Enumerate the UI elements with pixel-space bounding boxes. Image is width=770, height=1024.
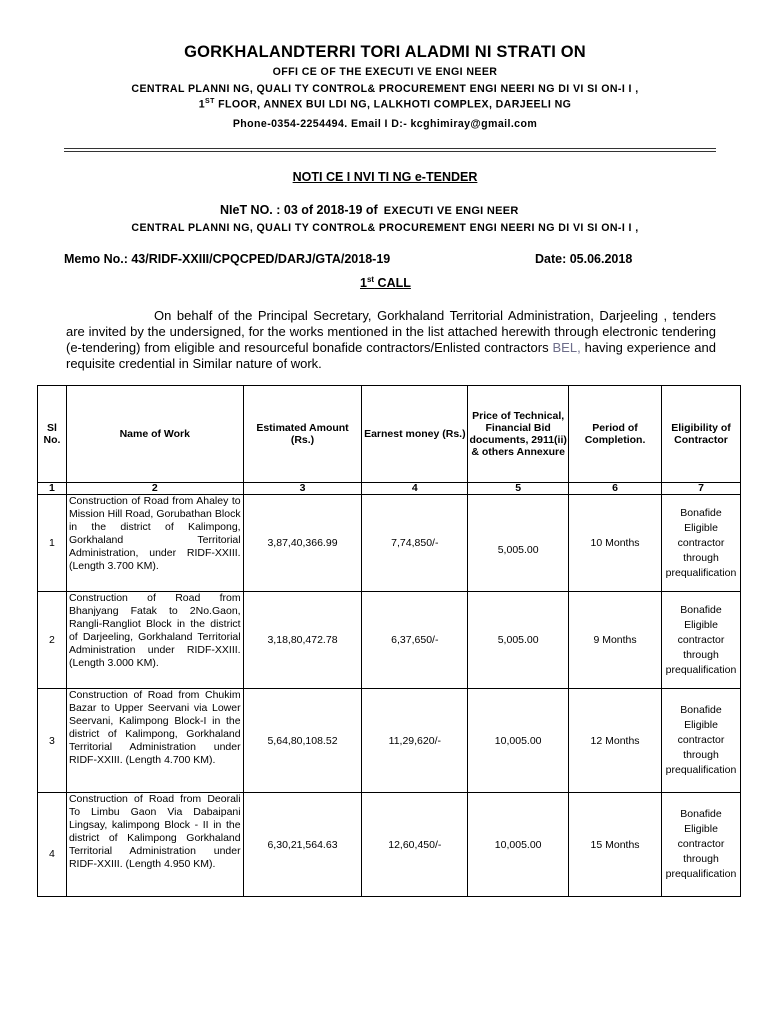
- row-price: 10,005.00: [468, 689, 569, 793]
- table-row: [38, 495, 741, 592]
- row-eligibility: Bonafide Eligible contractor through prequalification: [661, 793, 740, 897]
- header-eligibility: Eligibility of Contractor: [661, 386, 740, 483]
- row-work: Construction of Road from Bhanjyang Fatak to 2No.Gaon, Rangli-Rangliot Block in the district of Darjeeling, Gorkhaland Territorial Administration under RIDF-XXIII. (Length 3.000 KM).: [66, 592, 243, 689]
- row-amount: 6,30,21,564.63: [243, 793, 362, 897]
- notice-heading: NOTI CE I NVI TI NG e-TENDER: [292, 170, 478, 184]
- contact-line: Phone-0354-2254494. Email I D:- kcghimiray@gmail.com: [232, 118, 538, 130]
- header-estimated-amount: Estimated Amount (Rs.): [243, 386, 362, 483]
- call-superscript: st: [366, 275, 375, 284]
- row-amount: 5,64,80,108.52: [243, 689, 362, 793]
- niet-division-line: CENTRAL PLANNI NG, QUALI TY CONTROL& PROCUREMENT ENGI NEERI NG DI VI SI ON-I I ,: [131, 222, 639, 234]
- call-text: CALL: [374, 276, 411, 291]
- niet-number: [220, 203, 519, 217]
- table-row: [38, 592, 741, 689]
- row-period: 12 Months: [569, 689, 662, 793]
- table-header-row: [38, 386, 741, 483]
- row-amount: 3,18,80,472.78: [243, 592, 362, 689]
- row-earnest: 11,29,620/-: [362, 689, 468, 793]
- row-sl: 3: [38, 689, 67, 793]
- works-table: [37, 385, 741, 897]
- column-number: 1: [38, 483, 67, 495]
- column-number: 6: [569, 483, 662, 495]
- column-number: 2: [66, 483, 243, 495]
- row-period: 10 Months: [569, 495, 662, 592]
- row-work: Construction of Road from Chukim Bazar to Upper Seervani via Lower Seervani, Kalimpong Block-I in the district of Kalimpong, Gorkhaland Territorial Administration under RIDF-XXIII. (Length 4.700 KM).: [66, 689, 243, 793]
- row-eligibility: Bonafide Eligible contractor through prequalification: [661, 689, 740, 793]
- row-sl: 1: [38, 495, 67, 592]
- niet-engineer: EXECUTI VE ENGI NEER: [383, 205, 519, 217]
- address-text: FLOOR, ANNEX BUI LDI NG, LALKHOTI COMPLEX, DARJEELI NG: [214, 98, 572, 111]
- memo-date: Date: 05.06.2018: [535, 252, 633, 266]
- row-price: 5,005.00: [468, 592, 569, 689]
- paragraph-highlight: BEL,: [552, 340, 581, 355]
- row-period: 15 Months: [569, 793, 662, 897]
- division-line: CENTRAL PLANNI NG, QUALI TY CONTROL& PROCUREMENT ENGI NEERI NG DI VI SI ON-I I ,: [131, 83, 639, 95]
- niet-text: NIeT NO. : 03 of 2018-19 of: [220, 203, 378, 217]
- address-line: [0, 98, 770, 111]
- row-period: 9 Months: [569, 592, 662, 689]
- floor-superscript: ST: [205, 98, 215, 105]
- call-number: 1: [360, 276, 367, 291]
- row-work: Construction of Road from Ahaley to Mission Hill Road, Gorubathan Block in the district of Kalimpong, Gorkhaland Territorial Administration, under RIDF-XXIII. (Length 3.700 KM).: [66, 495, 243, 592]
- table-row: [38, 689, 741, 793]
- office-line: OFFI CE OF THE EXECUTI VE ENGI NEER: [272, 66, 498, 78]
- row-price: 10,005.00: [468, 793, 569, 897]
- row-earnest: 12,60,450/-: [362, 793, 468, 897]
- paragraph-text-end: having experience and requisite credential in Similar nature of work.: [66, 340, 717, 371]
- header-sl: Sl No.: [38, 386, 67, 483]
- row-eligibility: Bonafide Eligible contractor through prequalification: [661, 592, 740, 689]
- row-work: Construction of Road from Deorali To Limbu Gaon Via Dabaipani Lingsay, kalimpong Block - II in the district of Kalimpong Gorkhaland Territorial Administration under RIDF-XXIII. (Length 4.950 KM).: [66, 793, 243, 897]
- header-period: Period of Completion.: [569, 386, 662, 483]
- call-label: [360, 275, 411, 290]
- floor-number: 1: [198, 98, 206, 111]
- row-price: 5,005.00: [468, 495, 569, 592]
- row-sl: 4: [38, 793, 67, 897]
- row-earnest: 7,74,850/-: [362, 495, 468, 592]
- header-divider: [64, 148, 716, 152]
- intro-paragraph: [66, 308, 716, 372]
- row-eligibility: Bonafide Eligible contractor through prequalification: [661, 495, 740, 592]
- column-number-row: [38, 483, 741, 495]
- column-number: 5: [468, 483, 569, 495]
- header-earnest-money: Earnest money (Rs.): [362, 386, 468, 483]
- column-number: 7: [661, 483, 740, 495]
- row-earnest: 6,37,650/-: [362, 592, 468, 689]
- header-name-of-work: Name of Work: [66, 386, 243, 483]
- row-sl: 2: [38, 592, 67, 689]
- column-number: 3: [243, 483, 362, 495]
- paragraph-text: On behalf of the Principal Secretary, Gorkhaland Territorial Administration, Darjeeling , tenders are invited by the undersigned, for the works mentioned in the list attached herewith through electronic tendering (e-tendering) from eligible and resourceful bonafide contractors/Enlisted contractors: [66, 308, 716, 355]
- row-amount: 3,87,40,366.99: [243, 495, 362, 592]
- header-price: Price of Technical, Financial Bid documents, 2911(ii) & others Annexure: [468, 386, 569, 483]
- column-number: 4: [362, 483, 468, 495]
- table-row: [38, 793, 741, 897]
- memo-number: Memo No.: 43/RIDF-XXIII/CPQCPED/DARJ/GTA/2018-19: [64, 252, 391, 266]
- administration-title: GORKHALANDTERRI TORI ALADMI NI STRATI ON: [184, 43, 586, 61]
